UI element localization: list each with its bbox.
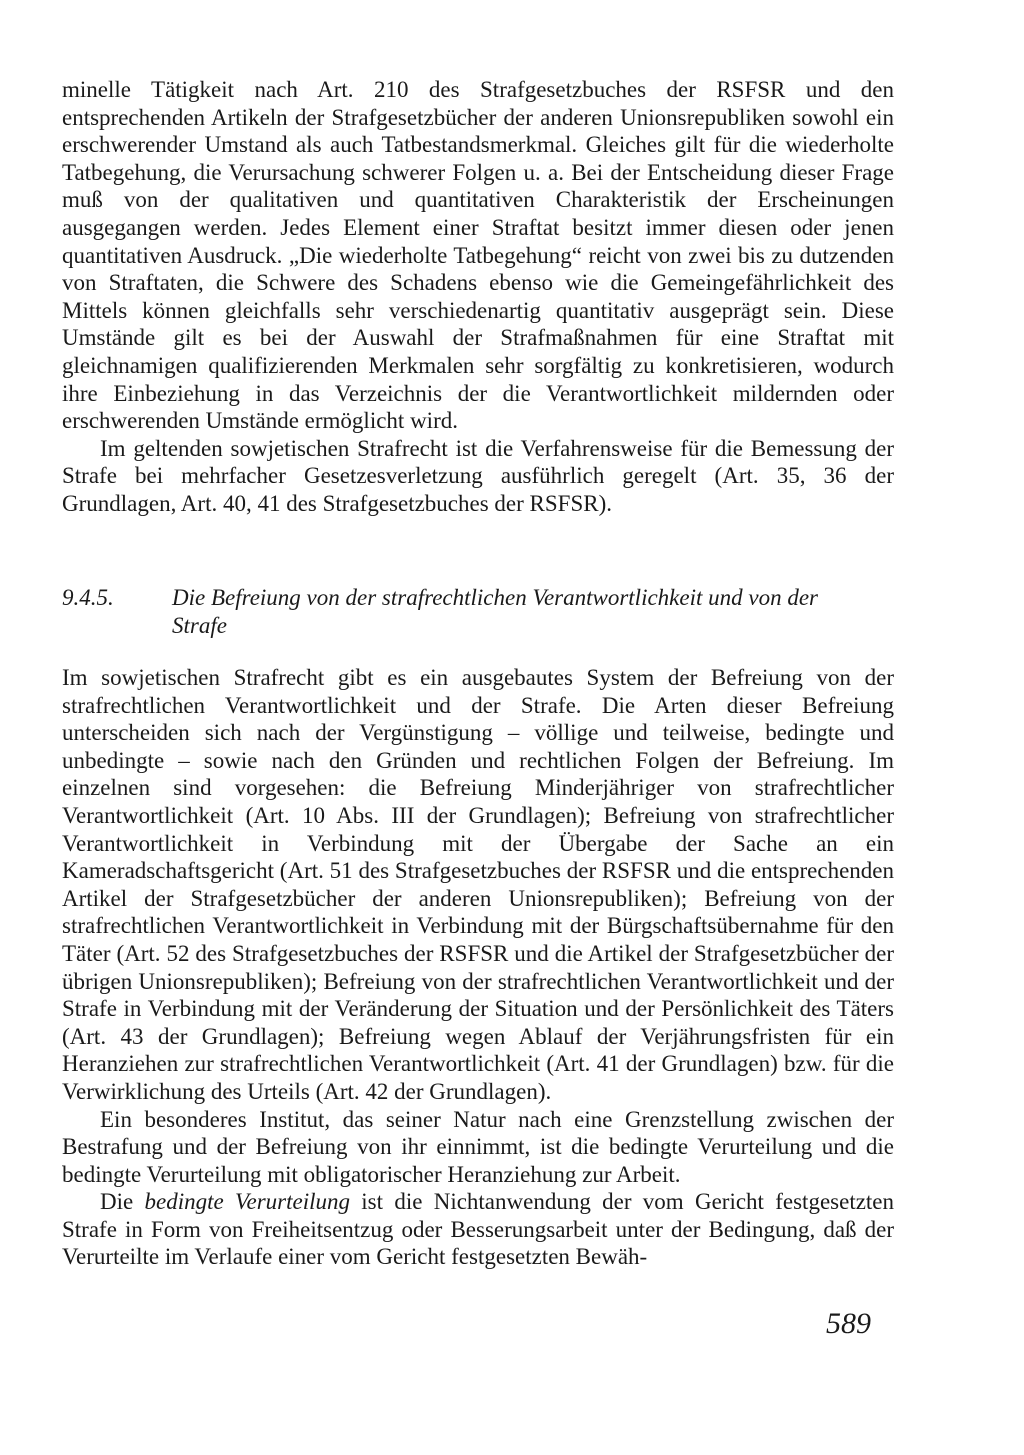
paragraph-lead: Die [100,1189,134,1215]
paragraph [62,1188,894,1271]
page-number: 589 [826,1307,871,1340]
paragraph: Im sowjetischen Strafrecht gibt es ein ausgebautes System der Befreiung von der strafrechtlichen Verantwortlichkeit und der Strafe. Die Arten dieser Befreiung unterscheiden sich nach der Vergünstigung – völlige und teilweise, bedingte und unbedingte – sowie nach den Gründen und rechtlichen Folgen der Befreiung. Im einzelnen sind vorgesehen: die Befreiung Minderjähriger von strafrechtlicher Verantwortlichkeit (Art. 10 Abs. III der Grundlagen); Befreiung von strafrechtlicher Verantwortlichkeit in Verbindung mit der Übergabe der Sache an ein Kameradschaftsgericht (Art. 51 des Strafgesetzbuches der RSFSR und die entsprechenden Artikel der Strafgesetzbücher der anderen Unionsrepubliken); Befreiung von der strafrechtlichen Verantwortlichkeit in Verbindung mit der Bürgschaftsübernahme für den Täter (Art. 52 des Strafgesetzbuches der RSFSR und die Artikel der Strafgesetzbücher der übrigen Unionsrepubliken); Befreiung von der strafrechtlichen Verantwortlichkeit und der Strafe in Verbindung mit der Veränderung der Situation und der Persönlichkeit des Täters (Art. 43 der Grundlagen); Befreiung wegen Ablauf der Verjährungsfristen für ein Heranziehen zur strafrechtlichen Verantwortlichkeit (Art. 41 der Grundlagen) bzw. für die Verwirklichung des Urteils (Art. 42 der Grundlagen). [62,665,894,1104]
section-title: Die Befreiung von der strafrechtlichen Verantwortlichkeit und von der Strafe [172,585,818,638]
paragraph-rest: ist die Nichtanwendung der vom Gericht festgesetzten Strafe in Form von Freiheitsentzug oder Besserungsarbeit unter der Bedingung, daß der Verurteilte im Verlaufe einer vom Gericht festgesetzten Bewäh- [62,1189,895,1270]
paragraph: Im geltenden sowjetischen Strafrecht ist die Verfahrensweise für die Bemessung der Strafe bei mehrfacher Gesetzesverletzung ausführlich geregelt (Art. 35, 36 der Grundlagen, Art. 40, 41 des Strafgesetzbuches der RSFSR). [62,435,894,516]
paragraph: Ein besonderes Institut, das seiner Natur nach eine Grenzstellung zwischen der Bestrafung und der Befreiung von ihr einnimmt, ist die bedingte Verurteilung und die bedingte Verurteilung mit obligatorischer Heranziehung zur Arbeit. [62,1106,894,1187]
emphasized-term: bedingte Verurteilung [144,1189,350,1215]
section-number: 9.4.5. [62,585,114,610]
text-block-section [62,664,894,1271]
paragraph: minelle Tätigkeit nach Art. 210 des Strafgesetzbuches der RSFSR und den entsprechenden Artikeln der Strafgesetzbücher der anderen Unionsrepubliken sowohl ein erschwerender Umstand als auch Tatbestandsmerkmal. Gleiches gilt für die wiederholte Tatbegehung, die Verursachung schwerer Folgen u. a. Bei der Entscheidung dieser Frage muß von der qualitativen und quantitativen Charakteristik der Erscheinungen ausgegangen werden. Jedes Element einer Straftat besitzt immer diesen oder jenen quantitativen Ausdruck. „Die wiederholte Tatbegehung“ reicht von zwei bis zu dutzenden von Straftaten, die Schwere des Schadens ebenso wie die Gemeingefährlichkeit des Mittels können gleichfalls sehr verschiedenartig quantitativ ausgeprägt sein. Diese Umstände gilt es bei der Auswahl der Strafmaßnahmen für eine Straftat mit gleichnamigen qualifizierenden Merkmalen sehr sorgfältig zu konkretisieren, wodurch ihre Einbeziehung in das Verzeichnis der die Verantwortlichkeit mildernden oder erschwerenden Umstände ermöglicht wird. [62,77,894,434]
text-block-top [62,76,894,518]
